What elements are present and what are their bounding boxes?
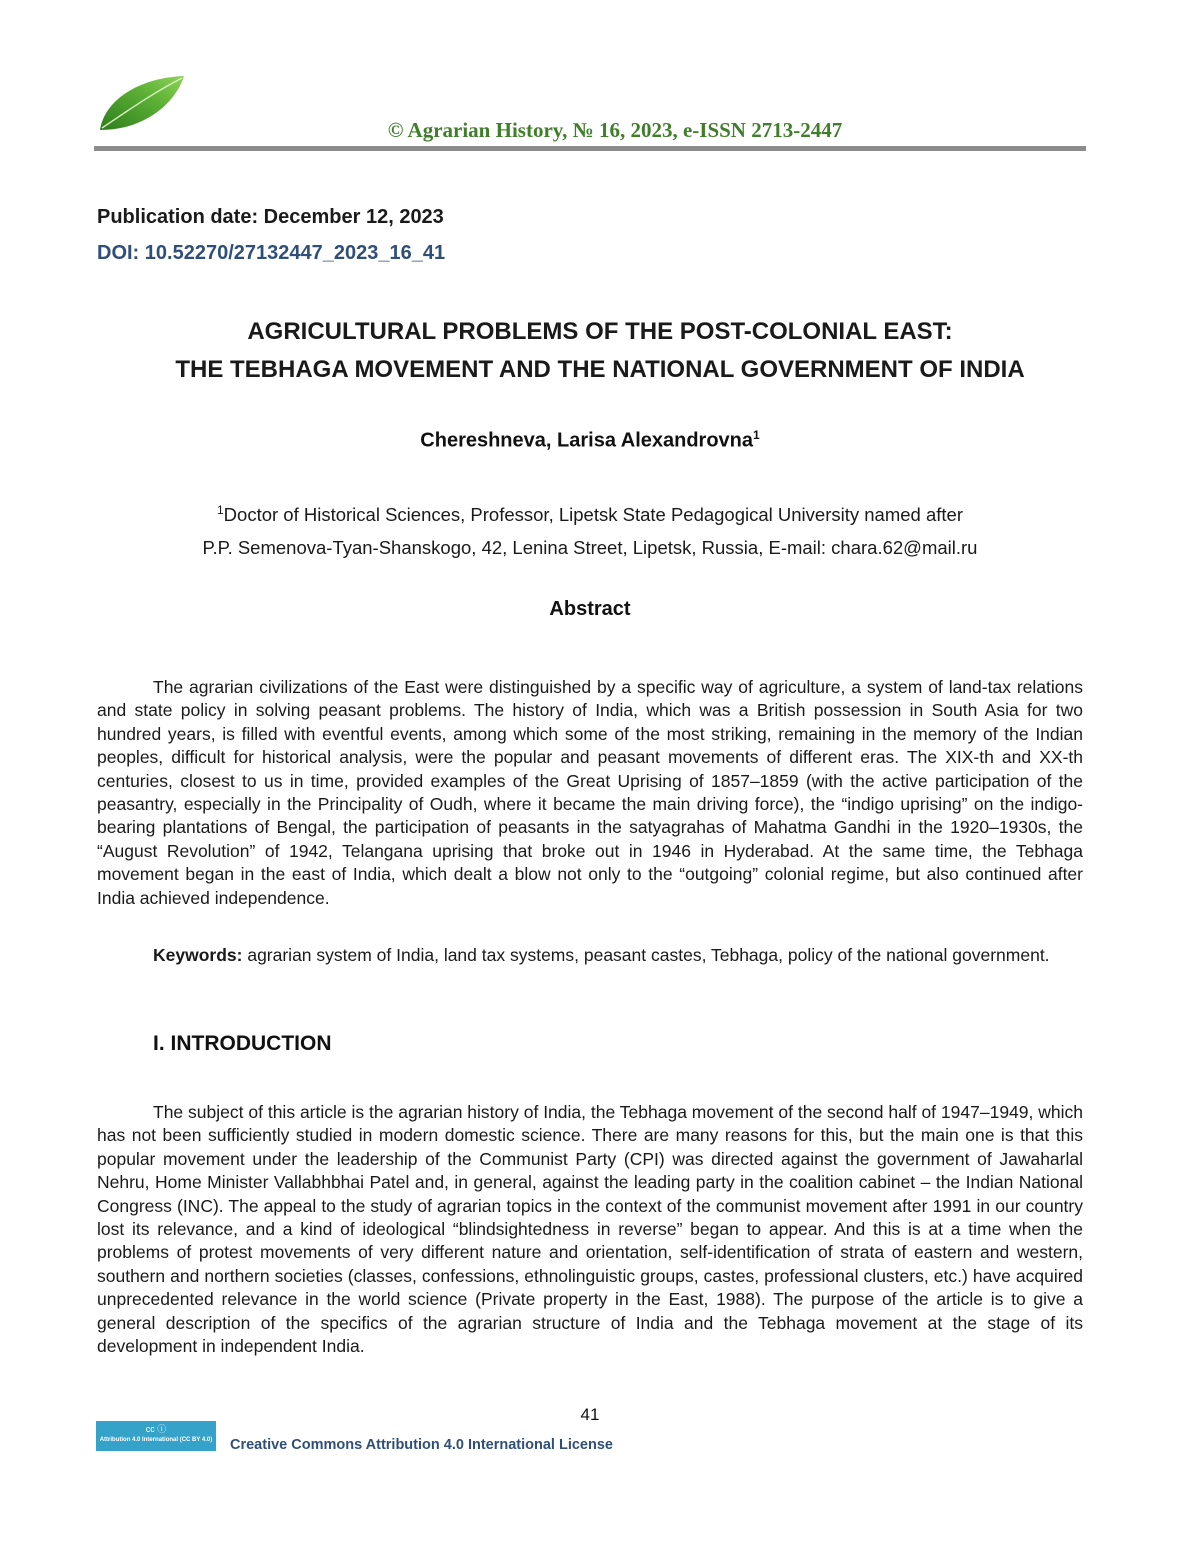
journal-header: © Agrarian History, № 16, 2023, e-ISSN 2713-2447 [387, 118, 843, 142]
author-sup: 1 [753, 428, 760, 442]
keywords-label: Keywords: [153, 945, 243, 965]
header-divider [94, 146, 1086, 151]
doi-link[interactable]: DOI: 10.52270/27132447_2023_16_41 [97, 242, 446, 264]
article-title [60, 313, 1140, 389]
affiliation [100, 494, 1080, 564]
cc-icon: cc ⓘ [145, 1424, 167, 1434]
affiliation-line-1 [100, 494, 1080, 531]
introduction-heading: I. INTRODUCTION [153, 1032, 332, 1055]
page-number: 41 [580, 1405, 600, 1424]
license-link[interactable]: Creative Commons Attribution 4.0 International License [230, 1437, 613, 1453]
leaf-icon [96, 72, 188, 134]
affiliation-line-1-text: Doctor of Historical Sciences, Professor, Lipetsk State Pedagogical University named after [223, 504, 963, 526]
keywords-text: agrarian system of India, land tax systems, peasant castes, Tebhaga, policy of the national government. [242, 945, 1050, 965]
affiliation-sup: 1 [216, 503, 224, 517]
keywords [97, 944, 1083, 967]
abstract-text: The agrarian civilizations of the East were distinguished by a specific way of agriculture, a system of land-tax relations and state policy in solving peasant problems. The history of India, which was a British possession in South Asia for two hundred years, is filled with eventful events, among which some of the most striking, remaining in the memory of the Indian peoples, difficult for historical analysis, were the popular and peasant movements of different eras. The XIX-th and XX-th centuries, closest to us in time, provided examples of the Great Uprising of 1857–1859 (with the active participation of the peasantry, especially in the Principality of Oudh, where it became the main driving force), the “indigo uprising” on the indigo-bearing plantations of Bengal, the participation of peasants in the satyagrahas of Mahatma Gandhi in the 1920–1930s, the “August Revolution” of 1942, Telangana uprising that broke out in 1946 in Hyderabad. At the same time, the Tebhaga movement began in the east of India, which dealt a blow not only to the “outgoing” colonial regime, but also continued after India achieved independence. [97, 677, 1083, 908]
cc-badge-text: Attribution 4.0 International (CC BY 4.0) [99, 1437, 213, 1443]
title-line-2: THE TEBHAGA MOVEMENT AND THE NATIONAL GOVERNMENT OF INDIA [175, 356, 1025, 383]
cc-license-badge[interactable] [96, 1421, 216, 1451]
introduction-text: The subject of this article is the agrarian history of India, the Tebhaga movement of the second half of 1947–1949, which has not been sufficiently studied in modern domestic science. There are many reasons for this, but the main one is that this popular movement under the leadership of the Communist Party (CPI) was directed against the government of Jawaharlal Nehru, Home Minister Vallabhbhai Patel and, in general, against the leading party in the coalition cabinet – the Indian National Congress (INC). The appeal to the study of agrarian topics in the context of the communist movement after 1991 in our country lost its relevance, and a kind of ideological “blindsightedness in reverse” began to appear. And this is at a time when the problems of protest movements of very different nature and orientation, self-identification of strata of eastern and western, southern and northern societies (classes, confessions, ethnolinguistic groups, castes, professional clusters, etc.) have acquired unprecedented relevance in the world science (Private property in the East, 1988). The purpose of the article is to give a general description of the specifics of the agrarian structure of India and the Tebhaga movement at the stage of its development in independent India. [97, 1102, 1083, 1357]
title-line-1: AGRICULTURAL PROBLEMS OF THE POST-COLONIAL EAST: [247, 318, 953, 345]
abstract-heading: Abstract [549, 598, 631, 620]
publication-date: Publication date: December 12, 2023 [97, 206, 444, 228]
affiliation-line-2: P.P. Semenova-Tyan-Shanskogo, 42, Lenina Street, Lipetsk, Russia, E-mail: chara.62@mail.ru [202, 537, 978, 559]
author-name: Chereshneva, Larisa Alexandrovna [420, 429, 754, 452]
author [100, 428, 1080, 453]
